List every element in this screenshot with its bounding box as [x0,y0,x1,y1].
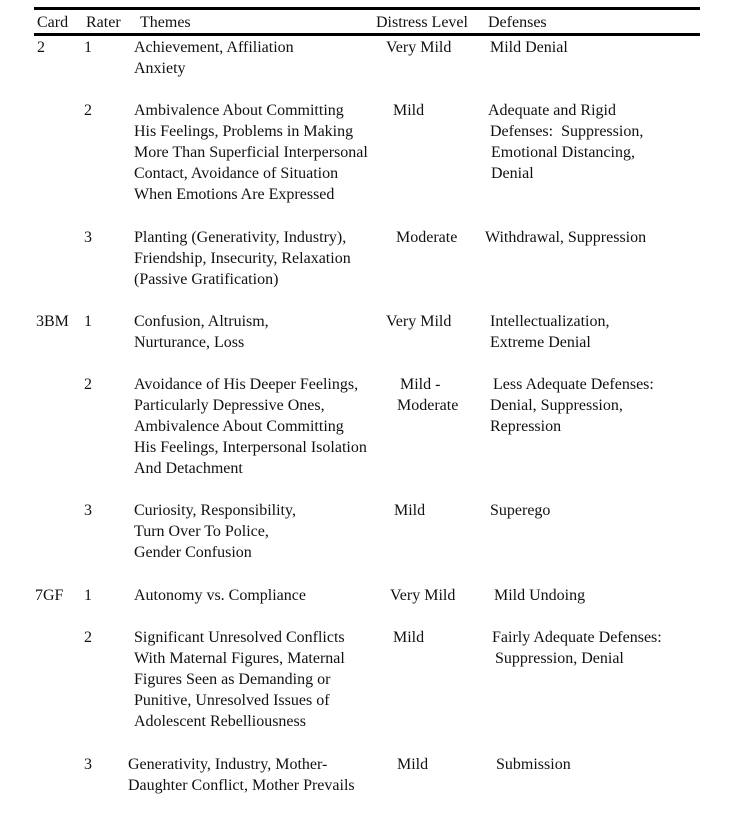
cell-rater: 2 [84,629,92,646]
cell-rater: 3 [84,756,92,773]
cell-rater: 3 [84,502,92,519]
cell-themes-line: Curiosity, Responsibility, [134,502,296,519]
cell-distress-line: Moderate [397,397,459,414]
cell-defenses-line: Defenses: Suppression, [490,123,644,140]
cell-themes-line: More Than Superficial Interpersonal [134,144,368,161]
cell-themes-line: Particularly Depressive Ones, [134,397,325,414]
cell-distress-line: Mild [393,102,425,119]
cell-card: 2 [37,39,45,56]
cell-themes-line: Significant Unresolved Conflicts [134,629,345,646]
cell-defenses-line: Denial [491,165,534,182]
cell-distress-line: Mild [394,502,426,519]
cell-themes-line: Contact, Avoidance of Situation [134,165,339,182]
cell-defenses-line: Submission [496,756,571,773]
cell-rater: 1 [84,39,92,56]
cell-defenses-line: Fairly Adequate Defenses: [492,629,662,646]
cell-themes-line: Ambivalence About Committing [134,418,344,435]
cell-card: 7GF [35,587,64,604]
cell-defenses-line: Mild Denial [490,39,568,56]
cell-defenses-line: Repression [490,418,562,435]
cell-themes-line: And Detachment [134,460,243,477]
cell-themes-line: Generativity, Industry, Mother- [128,756,328,773]
cell-defenses-line: Withdrawal, Suppression [485,229,647,246]
header-defenses: Defenses [488,14,547,31]
cell-rater: 2 [84,376,92,393]
cell-defenses-line: Superego [490,502,551,519]
cell-themes-line: His Feelings, Problems in Making [134,123,354,140]
cell-themes-line: Anxiety [134,60,186,77]
cell-defenses-line: Denial, Suppression, [490,397,623,414]
cell-themes-line: Confusion, Altruism, [134,313,269,330]
cell-themes-line: Autonomy vs. Compliance [134,587,306,604]
table-top-rule [34,7,700,10]
cell-defenses-line: Suppression, Denial [495,650,624,667]
cell-themes-line: Ambivalence About Committing [134,102,344,119]
cell-defenses-line: Less Adequate Defenses: [493,376,654,393]
cell-themes-line: Figures Seen as Demanding or [134,671,331,688]
cell-themes-line: His Feelings, Interpersonal Isolation [134,439,367,456]
table-header-rule [34,33,700,36]
cell-defenses-line: Intellectualization, [490,313,610,330]
cell-themes-line: Adolescent Rebelliousness [134,713,306,730]
cell-themes-line: Friendship, Insecurity, Relaxation [134,250,351,267]
cell-distress-line: Very Mild [386,39,452,56]
header-themes: Themes [140,14,191,31]
cell-card: 3BM [36,313,69,330]
cell-rater: 1 [84,313,92,330]
cell-distress-line: Very Mild [390,587,456,604]
cell-rater: 1 [84,587,92,604]
cell-themes-line: With Maternal Figures, Maternal [134,650,345,667]
cell-distress-line: Mild - [400,376,441,393]
cell-themes-line: (Passive Gratification) [134,271,279,288]
header-card: Card [37,14,69,31]
cell-defenses-line: Emotional Distancing, [491,144,635,161]
cell-themes-line: Avoidance of His Deeper Feelings, [134,376,359,393]
header-rater: Rater [86,14,121,31]
cell-themes-line: Punitive, Unresolved Issues of [134,692,330,709]
cell-themes-line: Gender Confusion [134,544,252,561]
cell-themes-line: Planting (Generativity, Industry), [134,229,347,246]
cell-themes-line: Turn Over To Police, [134,523,269,540]
cell-defenses-line: Adequate and Rigid [488,102,616,119]
cell-themes-line: Daughter Conflict, Mother Prevails [128,777,355,794]
cell-distress-line: Mild [393,629,425,646]
cell-defenses-line: Extreme Denial [490,334,591,351]
cell-distress-line: Very Mild [386,313,452,330]
cell-themes-line: When Emotions Are Expressed [134,186,335,203]
header-distress-level: Distress Level [376,14,468,31]
cell-rater: 2 [84,102,92,119]
cell-themes-line: Nurturance, Loss [134,334,245,351]
cell-themes-line: Achievement, Affiliation [134,39,294,56]
cell-defenses-line: Mild Undoing [494,587,586,604]
cell-distress-line: Moderate [396,229,458,246]
cell-distress-line: Mild [397,756,429,773]
cell-rater: 3 [84,229,92,246]
